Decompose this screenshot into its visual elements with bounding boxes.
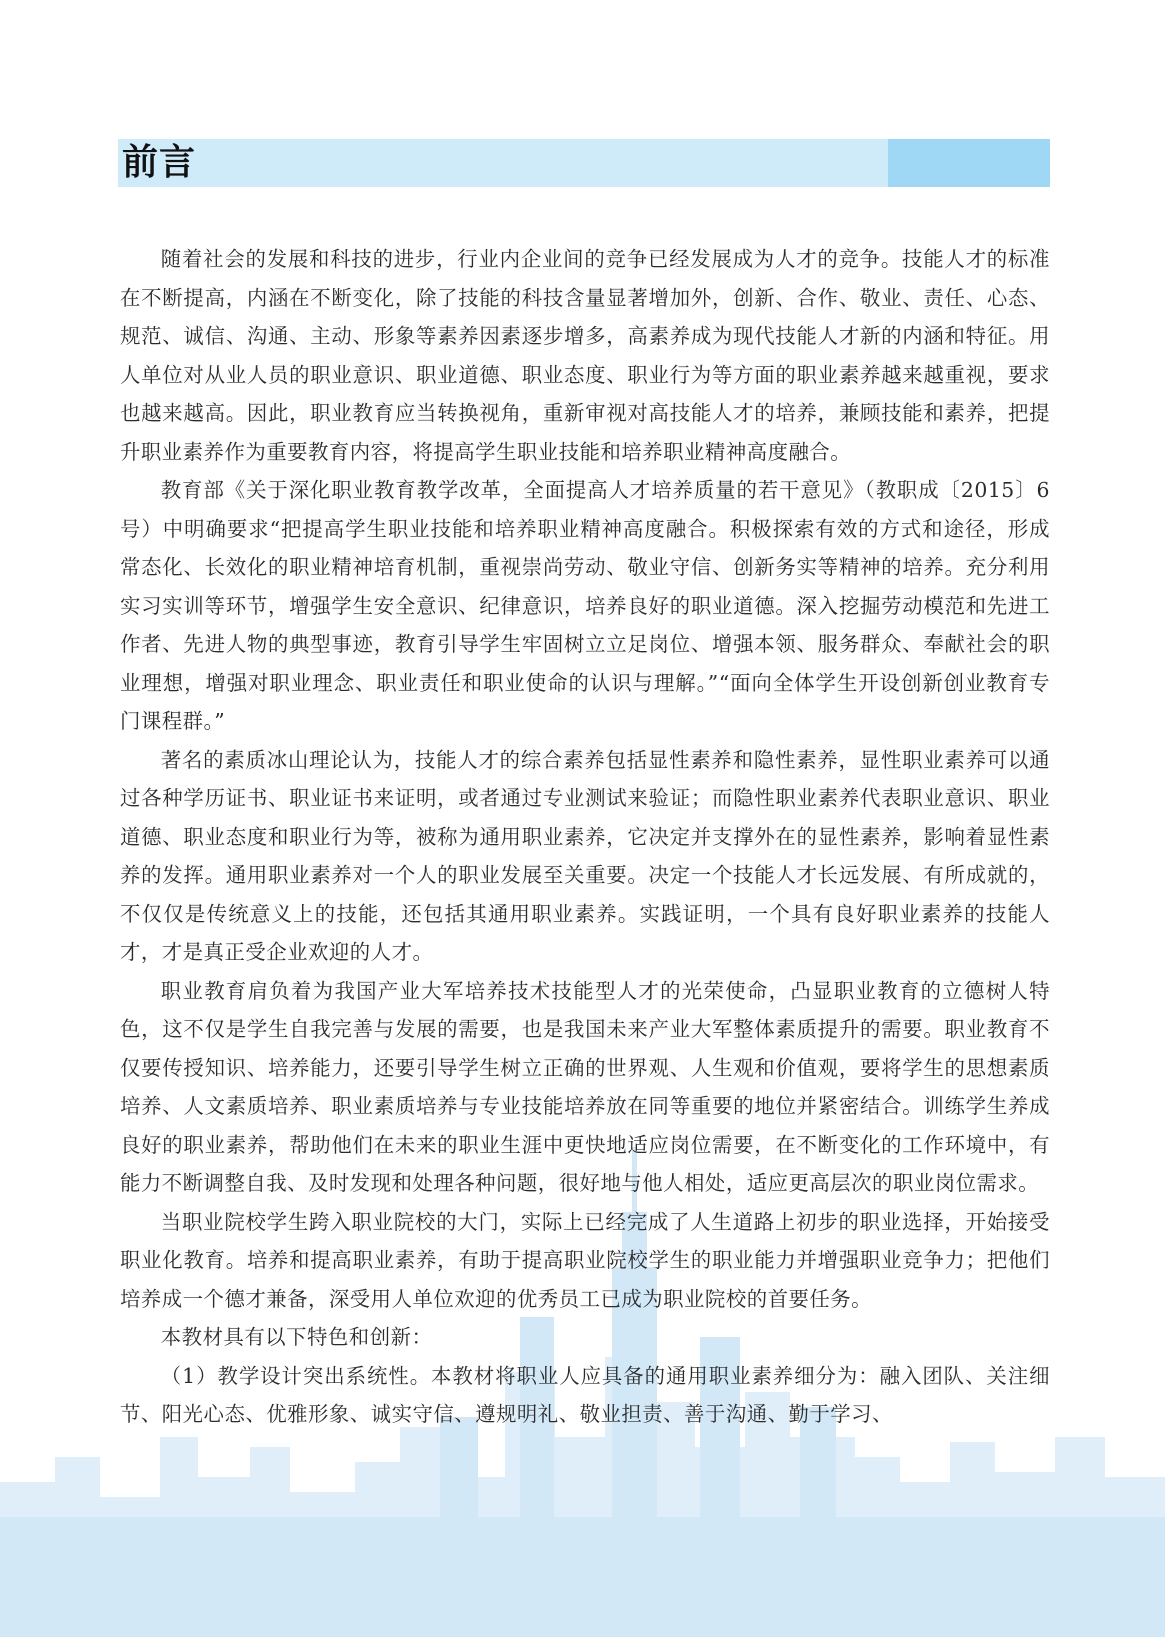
paragraph: 当职业院校学生跨入职业院校的大门，实际上已经完成了人生道路上初步的职业选择，开始接受职业化教育。培养和提高职业素养，有助于提高职业院校学生的职业能力并增强职业竞争力；把他们培养成一个德才兼备，深受用人单位欢迎的优秀员工已成为职业院校的首要任务。 [120, 1209, 1050, 1311]
section-header-bar [118, 139, 1050, 187]
paragraph: 教育部《关于深化职业教育教学改革，全面提高人才培养质量的若干意见》（教职成〔2015〕6号）中明确要求“把提高学生职业技能和培养职业精神高度融合。积极探索有效的方式和途径，形成常态化、长效化的职业精神培育机制，重视崇尚劳动、敬业守信、创新务实等精神的培养。充分利用实习实训等环节，增强学生安全意识、纪律意识，培养良好的职业道德。深入挖掘劳动模范和先进工作者、先进人物的典型事迹，教育引导学生牢固树立立足岗位、增强本领、服务群众、奉献社会的职业理想，增强对职业理念、职业责任和职业使命的认识与理解。”“面向全体学生开设创新创业教育专门课程群。” [120, 478, 1050, 733]
paragraph: 本教材具有以下特色和创新： [160, 1325, 433, 1349]
header-accent-block [888, 139, 1050, 187]
paragraph: （1）教学设计突出系统性。本教材将职业人应具备的通用职业素养细分为：融入团队、关注细节、阳光心态、优雅形象、诚实守信、遵规明礼、敬业担责、善于沟通、勤于学习、 [120, 1363, 1050, 1426]
paragraph: 职业教育肩负着为我国产业大军培养技术技能型人才的光荣使命，凸显职业教育的立德树人特色，这不仅是学生自我完善与发展的需要，也是我国未来产业大军整体素质提升的需要。职业教育不仅要传授知识、培养能力，还要引导学生树立正确的世界观、人生观和价值观，要将学生的思想素质培养、人文素质培养、职业素质培养与专业技能培养放在同等重要的地位并紧密结合。训练学生养成良好的职业素养，帮助他们在未来的职业生涯中更快地适应岗位需要，在不断变化的工作环境中，有能力不断调整自我、及时发现和处理各种问题，很好地与他人相处，适应更高层次的职业岗位需求。 [120, 978, 1050, 1195]
paragraph: 随着社会的发展和科技的进步，行业内企业间的竞争已经发展成为人才的竞争。技能人才的标准在不断提高，内涵在不断变化，除了技能的科技含量显著增加外，创新、合作、敬业、责任、心态、规范、诚信、沟通、主动、形象等素养因素逐步增多，高素养成为现代技能人才新的内涵和特征。用人单位对从业人员的职业意识、职业道德、职业态度、职业行为等方面的职业素养越来越重视，要求也越来越高。因此，职业教育应当转换视角，重新审视对高技能人才的培养，兼顾技能和素养，把提升职业素养作为重要教育内容，将提高学生职业技能和培养职业精神高度融合。 [120, 247, 1050, 464]
body-text [120, 240, 1050, 1434]
paragraph: 著名的素质冰山理论认为，技能人才的综合素养包括显性素养和隐性素养，显性职业素养可以通过各种学历证书、职业证书来证明，或者通过专业测试来验证；而隐性职业素养代表职业意识、职业道德、职业态度和职业行为等，被称为通用职业素养，它决定并支撑外在的显性素养，影响着显性素养的发挥。通用职业素养对一个人的职业发展至关重要。决定一个技能人才长远发展、有所成就的，不仅仅是传统意义上的技能，还包括其通用职业素养。实践证明，一个具有良好职业素养的技能人才，才是真正受企业欢迎的人才。 [120, 747, 1050, 964]
page-title: 前言 [122, 142, 197, 183]
